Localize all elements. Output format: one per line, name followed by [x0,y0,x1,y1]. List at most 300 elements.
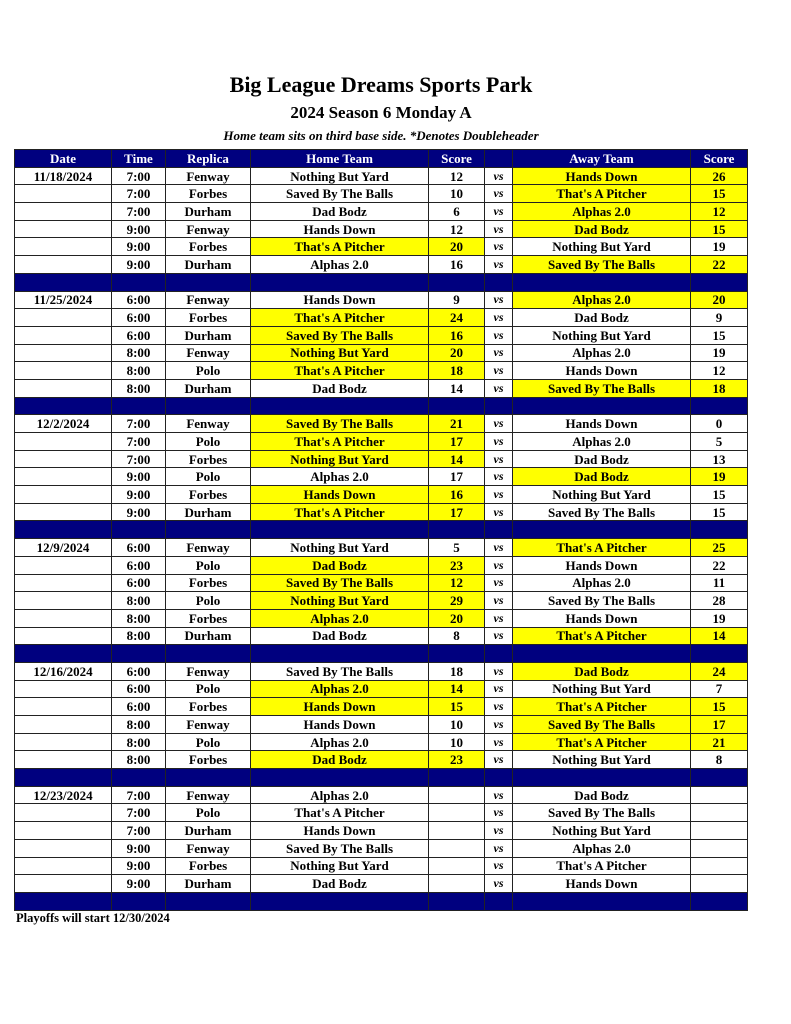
playoffs-note: Playoffs will start 12/30/2024 [16,911,170,925]
date-cell [15,574,112,592]
vs-cell: vs [485,220,513,238]
week-separator-row [15,769,748,787]
separator-cell [429,645,485,663]
away-team-cell: Dad Bodz [513,786,691,804]
table-row [15,751,748,769]
col-header-away-score: Score [691,150,748,168]
table-row [15,609,748,627]
away-team-cell: Saved By The Balls [513,804,691,822]
col-header-date: Date [15,150,112,168]
table-row [15,415,748,433]
vs-cell: vs [485,167,513,185]
table-row [15,291,748,309]
away-score-cell: 19 [691,238,748,256]
time-cell: 6:00 [112,309,166,327]
time-cell: 9:00 [112,503,166,521]
away-team-cell: Nothing But Yard [513,326,691,344]
replica-cell: Fenway [166,839,251,857]
separator-cell [112,645,166,663]
replica-cell: Fenway [166,291,251,309]
date-cell [15,556,112,574]
time-cell: 8:00 [112,751,166,769]
home-team-note: Home team sits on third base side. *Denotes Doubleheader [223,128,539,143]
away-team-cell: Hands Down [513,415,691,433]
home-score-cell [429,822,485,840]
table-row [15,875,748,893]
date-cell: 12/23/2024 [15,786,112,804]
away-score-cell: 7 [691,680,748,698]
separator-cell [15,521,112,539]
home-score-cell: 12 [429,220,485,238]
vs-cell: vs [485,698,513,716]
separator-cell [112,892,166,910]
vs-cell: vs [485,680,513,698]
time-cell: 8:00 [112,716,166,734]
time-cell: 7:00 [112,786,166,804]
away-score-cell: 15 [691,503,748,521]
vs-cell: vs [485,875,513,893]
separator-cell [485,769,513,787]
away-team-cell: That's A Pitcher [513,698,691,716]
replica-cell: Forbes [166,486,251,504]
home-team-cell: Nothing But Yard [251,167,429,185]
home-team-cell: Alphas 2.0 [251,733,429,751]
replica-cell: Polo [166,592,251,610]
time-cell: 9:00 [112,238,166,256]
date-cell [15,698,112,716]
table-row [15,698,748,716]
table-row [15,574,748,592]
separator-cell [15,645,112,663]
away-score-cell: 8 [691,751,748,769]
away-score-cell: 11 [691,574,748,592]
vs-cell: vs [485,786,513,804]
date-cell [15,433,112,451]
separator-cell [112,273,166,291]
separator-cell [251,892,429,910]
separator-cell [485,892,513,910]
replica-cell: Polo [166,362,251,380]
vs-cell: vs [485,203,513,221]
replica-cell: Durham [166,875,251,893]
separator-cell [15,273,112,291]
vs-cell: vs [485,627,513,645]
home-team-cell: Hands Down [251,291,429,309]
vs-cell: vs [485,822,513,840]
vs-cell: vs [485,574,513,592]
away-score-cell: 15 [691,185,748,203]
away-team-cell: Hands Down [513,875,691,893]
time-cell: 6:00 [112,326,166,344]
home-team-cell: Hands Down [251,822,429,840]
home-team-cell: Nothing But Yard [251,539,429,557]
replica-cell: Polo [166,468,251,486]
away-score-cell [691,822,748,840]
home-team-cell: Saved By The Balls [251,662,429,680]
away-score-cell [691,857,748,875]
time-cell: 8:00 [112,627,166,645]
time-cell: 6:00 [112,662,166,680]
separator-cell [429,273,485,291]
vs-cell: vs [485,185,513,203]
replica-cell: Polo [166,804,251,822]
vs-cell: vs [485,362,513,380]
replica-cell: Forbes [166,238,251,256]
away-team-cell: Dad Bodz [513,450,691,468]
away-team-cell: That's A Pitcher [513,539,691,557]
home-team-cell: That's A Pitcher [251,362,429,380]
home-score-cell: 16 [429,256,485,274]
table-row [15,344,748,362]
date-cell [15,839,112,857]
replica-cell: Forbes [166,698,251,716]
away-score-cell: 22 [691,556,748,574]
replica-cell: Durham [166,203,251,221]
home-team-cell: Saved By The Balls [251,839,429,857]
vs-cell: vs [485,751,513,769]
replica-cell: Fenway [166,167,251,185]
home-score-cell: 10 [429,185,485,203]
separator-cell [513,521,691,539]
away-score-cell: 15 [691,486,748,504]
away-team-cell: That's A Pitcher [513,185,691,203]
vs-cell: vs [485,556,513,574]
away-team-cell: Nothing But Yard [513,486,691,504]
vs-cell: vs [485,433,513,451]
replica-cell: Durham [166,627,251,645]
vs-cell: vs [485,503,513,521]
table-row [15,309,748,327]
separator-cell [166,397,251,415]
col-header-replica: Replica [166,150,251,168]
date-cell [15,362,112,380]
home-team-cell: That's A Pitcher [251,433,429,451]
home-score-cell: 24 [429,309,485,327]
away-score-cell: 24 [691,662,748,680]
home-score-cell: 21 [429,415,485,433]
home-team-cell: Hands Down [251,486,429,504]
date-cell [15,609,112,627]
away-score-cell: 26 [691,167,748,185]
week-separator-row [15,645,748,663]
replica-cell: Fenway [166,415,251,433]
separator-cell [166,645,251,663]
away-team-cell: Dad Bodz [513,309,691,327]
away-score-cell: 28 [691,592,748,610]
home-team-cell: Alphas 2.0 [251,680,429,698]
home-score-cell: 18 [429,662,485,680]
table-row [15,786,748,804]
table-row [15,662,748,680]
time-cell: 7:00 [112,822,166,840]
replica-cell: Polo [166,680,251,698]
table-row [15,592,748,610]
table-row [15,822,748,840]
home-team-cell: Dad Bodz [251,203,429,221]
replica-cell: Forbes [166,309,251,327]
home-score-cell: 12 [429,167,485,185]
time-cell: 9:00 [112,468,166,486]
away-team-cell: That's A Pitcher [513,857,691,875]
home-score-cell: 23 [429,556,485,574]
replica-cell: Forbes [166,609,251,627]
home-team-cell: Dad Bodz [251,379,429,397]
away-score-cell: 25 [691,539,748,557]
away-score-cell: 20 [691,291,748,309]
time-cell: 6:00 [112,698,166,716]
home-team-cell: Nothing But Yard [251,592,429,610]
home-team-cell: Dad Bodz [251,556,429,574]
away-team-cell: Alphas 2.0 [513,291,691,309]
separator-cell [691,273,748,291]
time-cell: 8:00 [112,609,166,627]
replica-cell: Polo [166,433,251,451]
time-cell: 7:00 [112,167,166,185]
home-team-cell: Dad Bodz [251,751,429,769]
separator-cell [513,273,691,291]
vs-cell: vs [485,839,513,857]
separator-cell [485,273,513,291]
week-separator-row [15,521,748,539]
date-cell [15,486,112,504]
date-cell [15,680,112,698]
week-separator-row [15,397,748,415]
time-cell: 8:00 [112,362,166,380]
home-team-cell: Alphas 2.0 [251,256,429,274]
vs-cell: vs [485,733,513,751]
date-cell [15,450,112,468]
vs-cell: vs [485,344,513,362]
separator-cell [166,273,251,291]
date-cell [15,857,112,875]
table-row [15,680,748,698]
replica-cell: Fenway [166,344,251,362]
col-header-home-team: Home Team [251,150,429,168]
table-row [15,238,748,256]
separator-cell [251,273,429,291]
separator-cell [513,769,691,787]
home-team-cell: That's A Pitcher [251,309,429,327]
separator-cell [513,645,691,663]
table-row [15,627,748,645]
time-cell: 7:00 [112,203,166,221]
home-team-cell: That's A Pitcher [251,238,429,256]
date-cell [15,309,112,327]
date-cell [15,185,112,203]
separator-cell [513,397,691,415]
time-cell: 7:00 [112,185,166,203]
separator-cell [429,892,485,910]
replica-cell: Durham [166,822,251,840]
table-row [15,362,748,380]
away-score-cell: 0 [691,415,748,433]
separator-cell [691,769,748,787]
home-score-cell: 14 [429,680,485,698]
replica-cell: Forbes [166,751,251,769]
home-score-cell: 14 [429,379,485,397]
separator-cell [166,892,251,910]
vs-cell: vs [485,309,513,327]
home-score-cell: 6 [429,203,485,221]
vs-cell: vs [485,326,513,344]
home-score-cell: 10 [429,716,485,734]
time-cell: 6:00 [112,291,166,309]
home-score-cell: 29 [429,592,485,610]
away-score-cell: 17 [691,716,748,734]
away-score-cell: 19 [691,344,748,362]
time-cell: 8:00 [112,592,166,610]
date-cell: 12/16/2024 [15,662,112,680]
date-cell [15,468,112,486]
home-score-cell: 18 [429,362,485,380]
vs-cell: vs [485,716,513,734]
separator-cell [485,521,513,539]
home-team-cell: That's A Pitcher [251,503,429,521]
vs-cell: vs [485,450,513,468]
away-score-cell: 19 [691,609,748,627]
separator-cell [513,892,691,910]
vs-cell: vs [485,662,513,680]
table-row [15,379,748,397]
vs-cell: vs [485,857,513,875]
replica-cell: Forbes [166,574,251,592]
table-row [15,256,748,274]
home-score-cell [429,839,485,857]
date-cell [15,875,112,893]
time-cell: 9:00 [112,486,166,504]
away-team-cell: Nothing But Yard [513,751,691,769]
replica-cell: Durham [166,326,251,344]
date-cell [15,592,112,610]
table-row [15,185,748,203]
separator-cell [15,397,112,415]
away-team-cell: That's A Pitcher [513,733,691,751]
away-score-cell: 19 [691,468,748,486]
away-team-cell: Alphas 2.0 [513,839,691,857]
table-row [15,839,748,857]
replica-cell: Fenway [166,716,251,734]
home-score-cell: 16 [429,486,485,504]
home-team-cell: Hands Down [251,698,429,716]
away-score-cell: 14 [691,627,748,645]
home-score-cell: 17 [429,468,485,486]
separator-cell [251,769,429,787]
table-row [15,804,748,822]
away-score-cell [691,839,748,857]
table-row [15,203,748,221]
week-separator-row [15,892,748,910]
vs-cell: vs [485,291,513,309]
replica-cell: Durham [166,503,251,521]
table-row [15,733,748,751]
away-team-cell: Saved By The Balls [513,256,691,274]
away-score-cell: 9 [691,309,748,327]
away-team-cell: Nothing But Yard [513,238,691,256]
replica-cell: Durham [166,256,251,274]
replica-cell: Fenway [166,539,251,557]
table-row [15,468,748,486]
vs-cell: vs [485,379,513,397]
table-row [15,716,748,734]
time-cell: 7:00 [112,450,166,468]
schedule-table [14,149,748,911]
home-team-cell: Nothing But Yard [251,450,429,468]
away-team-cell: Alphas 2.0 [513,574,691,592]
date-cell [15,344,112,362]
separator-cell [429,397,485,415]
away-score-cell: 5 [691,433,748,451]
date-cell [15,256,112,274]
home-score-cell [429,875,485,893]
home-score-cell [429,857,485,875]
home-team-cell: Saved By The Balls [251,326,429,344]
col-header-away-team: Away Team [513,150,691,168]
replica-cell: Fenway [166,786,251,804]
table-row [15,326,748,344]
date-cell: 12/2/2024 [15,415,112,433]
away-team-cell: Hands Down [513,609,691,627]
home-score-cell: 20 [429,344,485,362]
time-cell: 7:00 [112,433,166,451]
home-score-cell: 10 [429,733,485,751]
date-cell [15,627,112,645]
away-score-cell: 15 [691,326,748,344]
separator-cell [251,397,429,415]
home-team-cell: Hands Down [251,220,429,238]
table-row [15,167,748,185]
away-team-cell: Saved By The Balls [513,716,691,734]
away-team-cell: Saved By The Balls [513,379,691,397]
table-row [15,857,748,875]
table-row [15,220,748,238]
separator-cell [691,521,748,539]
table-row [15,450,748,468]
home-score-cell: 17 [429,433,485,451]
week-separator-row [15,273,748,291]
home-score-cell: 9 [429,291,485,309]
home-score-cell [429,804,485,822]
home-team-cell: Nothing But Yard [251,344,429,362]
away-team-cell: Alphas 2.0 [513,203,691,221]
away-team-cell: Hands Down [513,362,691,380]
vs-cell: vs [485,539,513,557]
separator-cell [112,397,166,415]
time-cell: 8:00 [112,344,166,362]
separator-cell [15,769,112,787]
separator-cell [691,397,748,415]
away-score-cell: 21 [691,733,748,751]
away-team-cell: Nothing But Yard [513,822,691,840]
away-team-cell: Dad Bodz [513,662,691,680]
away-score-cell [691,804,748,822]
table-row [15,433,748,451]
separator-cell [429,521,485,539]
away-score-cell: 15 [691,220,748,238]
table-row [15,539,748,557]
time-cell: 9:00 [112,256,166,274]
separator-cell [691,892,748,910]
replica-cell: Durham [166,379,251,397]
date-cell: 12/9/2024 [15,539,112,557]
vs-cell: vs [485,415,513,433]
vs-cell: vs [485,468,513,486]
date-cell [15,238,112,256]
home-team-cell: Dad Bodz [251,875,429,893]
vs-cell: vs [485,486,513,504]
time-cell: 9:00 [112,875,166,893]
away-team-cell: Dad Bodz [513,220,691,238]
home-score-cell: 15 [429,698,485,716]
